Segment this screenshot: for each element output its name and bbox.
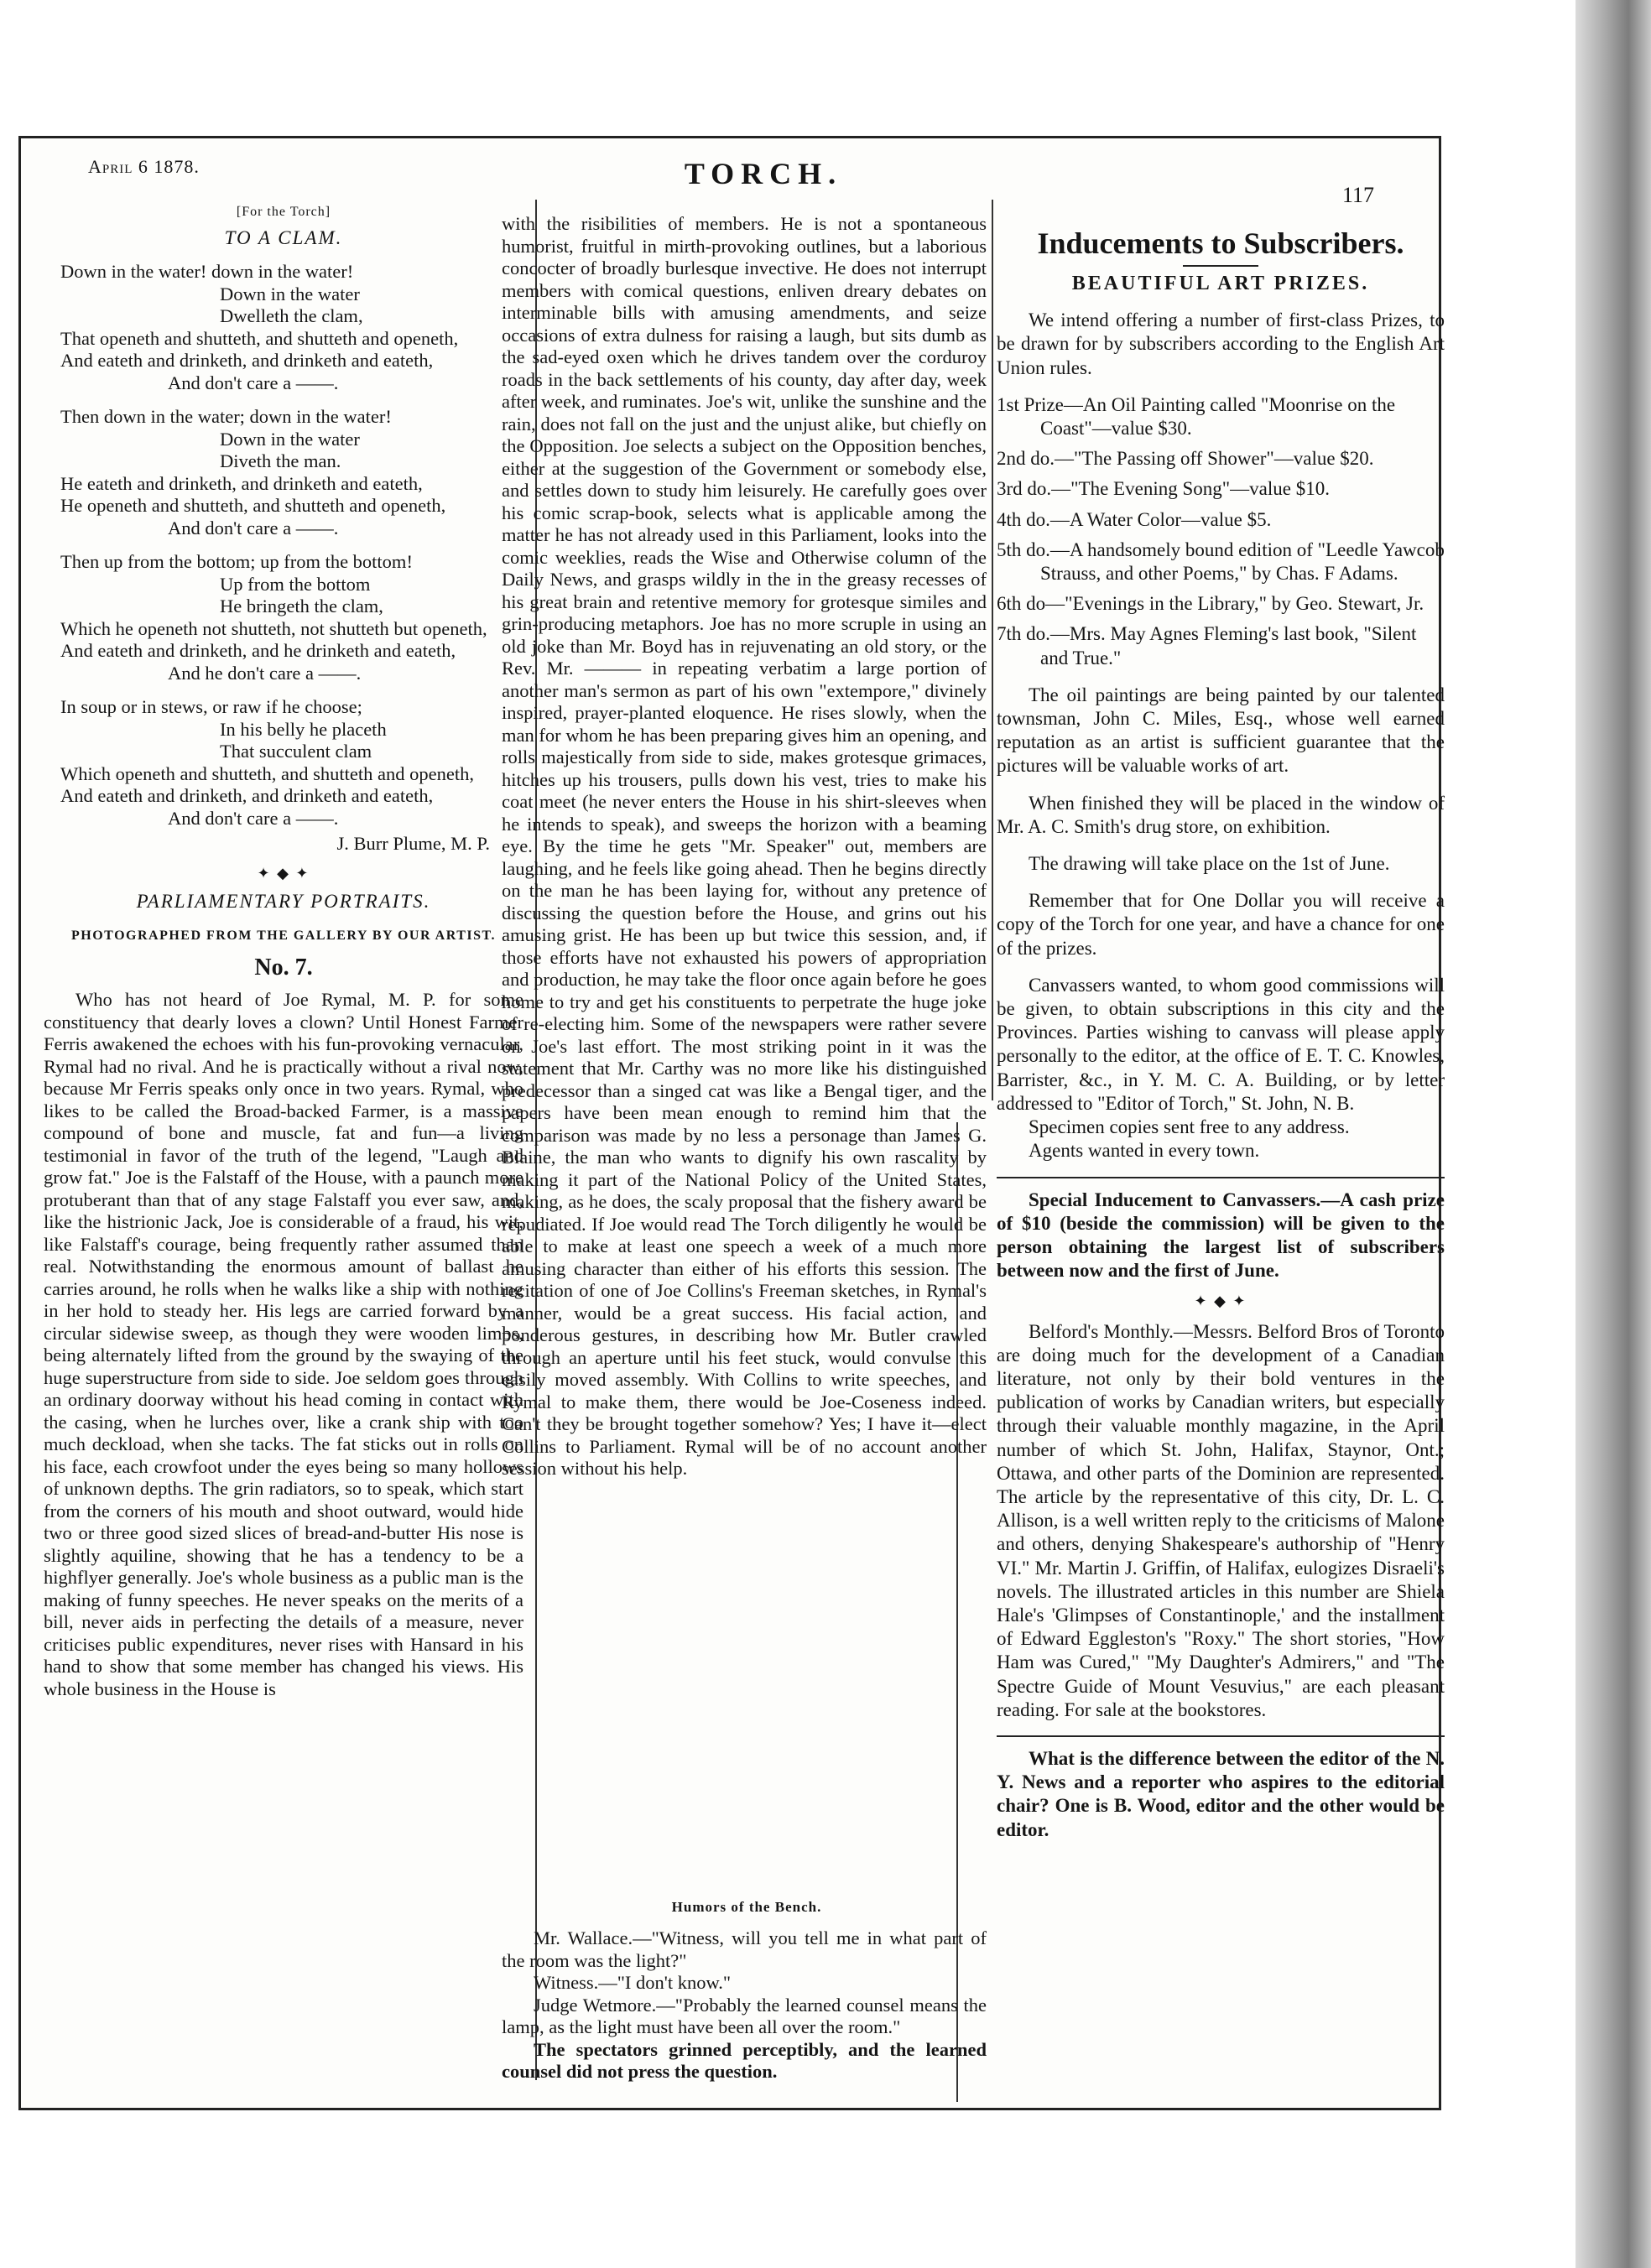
page-number: 117 — [1342, 183, 1375, 207]
poem-line: Up from the bottom — [220, 573, 371, 595]
poem-title: TO A CLAM. — [224, 226, 343, 248]
humors-column — [502, 1927, 987, 2083]
special-inducement: Special Inducement to Canvassers.—A cash prize of $10 (beside the commission) will be given to the person obtaining the largest list of subscribers between now and the first of June. — [997, 1189, 1445, 1282]
poem-line: He openeth and shutteth, and shutteth and openeth, — [60, 495, 446, 516]
prize-item: 6th do—"Evenings in the Library," by Geo. Stewart, Jr. — [997, 593, 1424, 615]
humors-line: Mr. Wallace.—"Witness, will you tell me in what part of the room was the light?" — [502, 1927, 987, 1971]
poem-line: And don't care a ——. — [168, 807, 339, 829]
poem-line: Down in the water — [220, 283, 360, 304]
section-rule — [997, 1735, 1445, 1737]
poem-line: Which openeth and shutteth, and shutteth and openeth, — [60, 762, 475, 784]
column-rule — [992, 200, 993, 1100]
humors-title: Humors of the Bench. — [671, 1899, 822, 1915]
riddle: What is the difference between the editor of the N. Y. News and a reporter who aspires to the editorial chair? One is B. Wood, editor and the other would be editor. — [997, 1747, 1445, 1840]
poem-line: Then up from the bottom; up from the bottom! — [60, 551, 413, 572]
inducements-paragraph: When finished they will be placed in the window of Mr. A. C. Smith's drug store, on exhibition. — [997, 792, 1445, 837]
poem-line: And don't care a ——. — [168, 372, 339, 393]
poem-line: In his belly he placeth — [220, 718, 387, 740]
masthead: TORCH. — [684, 157, 843, 190]
prize-item: 1st Prize—An Oil Painting called "Moonrise on the Coast"—value $30. — [997, 393, 1396, 440]
poem-line: That succulent clam — [220, 741, 372, 762]
poem-line: And he don't care a ——. — [168, 662, 362, 684]
article-subtitle: PHOTOGRAPHED FROM THE GALLERY BY OUR ARTIST. — [71, 928, 496, 943]
prize-item: 7th do.—Mrs. May Agnes Fleming's last book, "Silent and True." — [997, 623, 1417, 668]
issue-date: April 6 1878. — [88, 156, 200, 177]
poem-credit: [For the Torch] — [236, 205, 331, 219]
poem-line: Diveth the man. — [220, 450, 341, 471]
poem-stanza — [44, 551, 523, 684]
humors-line: Witness.—"I don't know." — [534, 1972, 732, 1993]
ornament-divider: ✦ ◆ ✦ — [1194, 1293, 1247, 1310]
ornament-divider: ✦ ◆ ✦ — [257, 864, 310, 882]
inducements-paragraph: Canvassers wanted, to whom good commissions will be given, to obtain subscriptions in this city and the Provinces. Parties wishing to canvass will please apply personally to the editor, at the office of E. T. C. Knowles, Barrister, &c., in Y. M. C. A. Building, or by letter addressed to "Editor of Torch," St. John, N. B. — [997, 974, 1445, 1114]
poem-line: And eateth and drinketh, and he drinketh and eateth, — [60, 640, 456, 661]
humors-line: The spectators grinned perceptibly, and the learned counsel did not press the question. — [502, 2038, 987, 2082]
section-rule — [997, 1177, 1445, 1178]
article-body: Who has not heard of Joe Rymal, M. P. for some constituency that dearly loves a clown? Until Honest Farmer Ferris awakened the echoes with his fun-provoking vernacular, Rymal had no rival. And he is practically without a rival now, because Mr Ferris speaks only once in two years. Rymal, who likes to be called the Broad-backed Farmer, is a massive compound of bone and muscle, fat and fun—a living testimonial in favor of the truth of the legend, "Laugh and grow fat." Joe is the Falstaff of the House, with a paunch more protuberant than that of any stage Falstaff you ever saw, and, like the histrionic Jack, Joe is considerable of a fraud, his wit, like Falstaff's courage, being frequently rather assumed than real. Notwithstanding the enormous amount of ballast he carries around, he rolls when he walks like a ship with nothing in her hold to steady her. His legs are carried forward by a circular sidewise sweep, as though they were wooden limbs, being alternately lifted from the ground by the swaying of the huge superstructure from side to side. Joe seldom goes through an ordinary doorway without his head coming in contact with the casing, when he lurches over, like a crank ship with too much deckload, when she tacks. The fat sticks out in rolls on his face, each crowfoot under the eyes being so many hollows of unknown depths. The grin radiators, so to speak, which start from the corners of his mouth and shoot outward, would hide two or three good sized slices of bread-and-butter His nose is slightly aquiline, showing that he has a tendency to be a highflyer generally. Joe's whole business as a public man is the making of funny speeches. He never speaks on the merits of a bill, never aids in perfecting the details of a measure, never criticises public expenditures, never rises with Hansard in his hand to show that some member has changed his views. His whole business in the House is — [44, 989, 523, 1699]
title-rule — [1183, 265, 1258, 267]
poem-line: Down in the water — [220, 428, 360, 450]
poem-line: Down in the water! down in the water! — [60, 261, 354, 282]
poem-stanza — [44, 696, 523, 830]
inducements-paragraph: The drawing will take place on the 1st of June. — [1029, 853, 1390, 875]
column-3 — [997, 220, 1445, 1842]
inducements-title: Inducements to Subscribers. — [1037, 226, 1404, 260]
poem-line: Which he openeth not shutteth, not shutteth but openeth, — [60, 617, 487, 639]
inducements-paragraph: The oil paintings are being painted by our talented townsman, John C. Miles, Esq., whose well earned reputation as an artist is sufficient guarantee that the pictures will be valuable works of art. — [997, 684, 1445, 777]
inducements-paragraph: Specimen copies sent free to any address. — [1029, 1116, 1350, 1138]
belford-notice: Belford's Monthly.—Messrs. Belford Bros of Toronto are doing much for the development of a Canadian literature, not only by their bold ventures in the publication of works by Canadian writers, but especially through their valuable monthly magazine, in the April number of which St. John, Halifax, Staynor, Ont.; Ottawa, and other parts of the Dominion are represented. The article by the representative of this city, Dr. L. C. Allison, is a well written reply to the criticisms of Malone and others, denying Shakespeare's authorship of "Henry VI." Mr. Martin J. Griffin, of Halifax, eulogizes Disraeli's novels. The illustrated articles in this number are Shiela Hale's 'Glimpses of Constantinople,' and the installment of Edward Eggleston's "Roxy." The short stories, "How Ham was Cured," "My Daughter's Admirers," and "The Spectre Guide of Mount Vesuvius," are each pleasant reading. For sale at the bookstores. — [997, 1320, 1445, 1720]
column-1 — [44, 201, 523, 1700]
poem-line: And eateth and drinketh, and drinketh and eateth, — [60, 785, 434, 806]
humors-line: Judge Wetmore.—"Probably the learned counsel means the lamp, as the light must have been all over the room." — [502, 1994, 987, 2037]
article-number: No. 7. — [254, 954, 313, 981]
poem-signature: J. Burr Plume, M. P. — [336, 833, 490, 854]
prize-item: 2nd do.—"The Passing off Shower"—value $20. — [997, 448, 1374, 470]
poem-stanza — [44, 261, 523, 394]
column-2 — [502, 213, 987, 1480]
inducements-paragraph: Remember that for One Dollar you will receive a copy of the Torch for one year, and have a chance for one of the prizes. — [997, 890, 1445, 959]
poem-line: That openeth and shutteth, and shutteth and openeth, — [60, 327, 459, 349]
poem-line: And eateth and drinketh, and drinketh and eateth, — [60, 350, 434, 371]
poem-line: He eateth and drinketh, and drinketh and eateth, — [60, 472, 423, 494]
prize-item: 3rd do.—"The Evening Song"—value $10. — [997, 478, 1330, 500]
article-body-continued: with the risibilities of members. He is not a spontaneous humorist, fruitful in mirth-provoking outlines, but a laborious concocter of broadly burlesque invective. He does not interrupt members with comical questions, enliven dreary debates on interminable bills with amusing amendments, and seize occasions of extra dulness for raising a laugh, but sits dumb as the sad-eyed oxen which he drives tandem over the corduroy roads in the back settlements of his county, day after day, week after week, and ruminates. Joe's wit, unlike the sunshine and the rain, does not fall on the just and the unjust alike, but chiefly on the Opposition. Joe selects a subject on the Opposition benches, either at the suggestion of the Government or somebody else, and settles down to study him leisurely. He carefully goes over his comic scrap-book, selects what is applicable among the matter he has not already used in this Parliament, looks into the comic weeklies, reads the Wise and Otherwise column of the Daily News, and grasps wildly in the in the greasy recesses of his great brain and retentive memory for grotesque similes and grin-producing metaphors. Joe has no more scruple in using an old joke than Mr. Boyd has in rejuvenating an old story, or the Rev. Mr. ——— in repeating verbatim a large portion of another man's sermon as part of his own "extempore," divinely inspired, prayer-planted eloquence. He rises slowly, when the man for whom he has been preparing gives him an opening, and rolls majestically from side to side, makes grotesque grimaces, hitches up his trousers, pulls down his vest, tries to make his coat meet (he never enters the House in his shirt-sleeves when he intends to speak), and sweeps the horizon with a beaming eye. By the time he gets "Mr. Speaker" out, members are laughing, and he feels like going ahead. Then he begins directly on the man he has been laying for, without any pretence of discussing the question before the House, and grins out his amusing grist. He has been up but twice this session, and, if those efforts have not exhausted his powers of appropriation and production, he may take the floor once again before he goes home to try and get his constituents to perpetrate the huge joke of re-electing him. Some of the newspapers were rather severe on Joe's last effort. The most striking point in it was the statement that Mr. Carthy was no more like his distinguished predecessor than a singed cat was like a Bengal tiger, and the papers have been mean enough to remind him that the comparison was made by no less a personage than James G. Blaine, the man who wants to dignify his own rascality by making it part of the National Policy of the United States, making, as he does, the scaly proposal that the fishery award be repudiated. If Joe would read The Torch diligently he would be able to make at least one speech a week of a much more amusing character than either of his efforts this session. The recitation of one of Joe Collins's Freeman sketches, in Rymal's manner, would be a great success. His facial action, and ponderous gestures, in describing how Mr. Butler crawled through an aperture until his feet stuck, would convulse this easily moved assembly. With Collins to write speeches, and Rymal to make them, there would be Joe-Coseness indeed. Can't they be brought together somehow? Yes; I have it—elect Collins to Parliament. Rymal will be of no account another session without his help. — [502, 213, 987, 1479]
poem-line: Then down in the water; down in the water! — [60, 406, 392, 427]
prize-item: 4th do.—A Water Color—value $5. — [997, 508, 1272, 530]
article-title: PARLIAMENTARY PORTRAITS. — [136, 891, 431, 912]
poem-line: He bringeth the clam, — [220, 596, 383, 616]
poem-line: In soup or in stews, or raw if he choose; — [60, 696, 362, 717]
inducements-paragraph: Agents wanted in every town. — [1029, 1140, 1260, 1162]
inducements-intro: We intend offering a number of first-class Prizes, to be drawn for by subscribers according to the English Art Union rules. — [997, 310, 1445, 378]
poem-line: And don't care a ——. — [168, 517, 339, 538]
poem-line: Dwelleth the clam, — [220, 305, 363, 326]
prize-item: 5th do.—A handsomely bound edition of "Leedle Yawcob Strauss, and other Poems," by Chas. F Adams. — [997, 538, 1445, 585]
scan-edge — [1575, 0, 1651, 2268]
inducements-subtitle: BEAUTIFUL ART PRIZES. — [1071, 273, 1370, 294]
poem-stanza — [44, 406, 523, 539]
